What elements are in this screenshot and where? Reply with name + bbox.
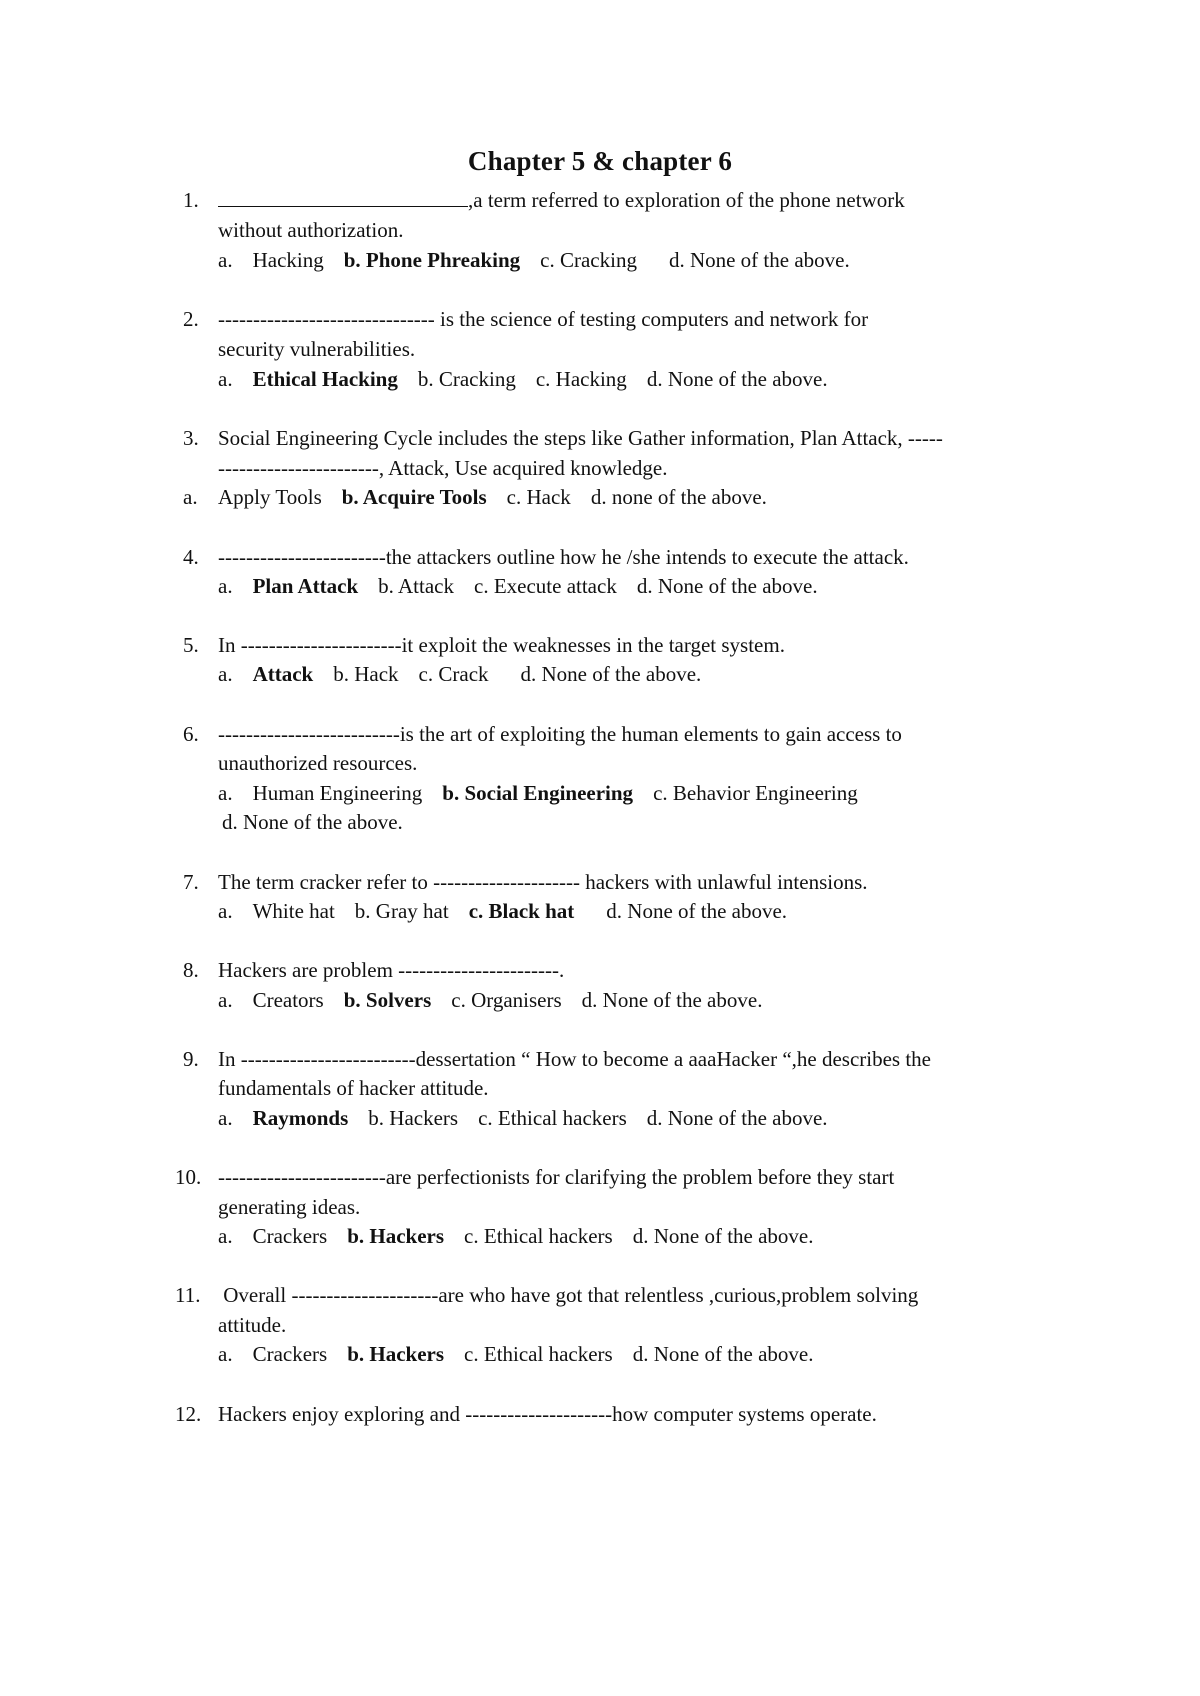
question-options — [183, 485, 198, 509]
question-text-line: unauthorized resources. — [218, 751, 418, 775]
question-text-line: ,a term referred to exploration of the phone network — [468, 188, 905, 212]
question-text-line: Social Engineering Cycle includes the steps like Gather information, Plan Attack, ----- — [218, 426, 943, 450]
question-text — [218, 188, 905, 212]
question-number: 12. — [175, 1402, 202, 1426]
option-a: a. — [218, 248, 233, 272]
option-a-correct: Ethical Hacking — [252, 367, 398, 391]
question-text-line: without authorization. — [218, 218, 404, 242]
option-d: d. None of the above. — [646, 1106, 828, 1130]
question-options — [218, 899, 787, 923]
question-text-line: Hackers enjoy exploring and ---------------------how computer systems operate. — [218, 1402, 877, 1426]
option-b: b. Gray hat — [354, 899, 449, 923]
option-b: b. Hack — [333, 662, 399, 686]
option-c: c. Hacking — [535, 367, 627, 391]
question-number: 7. — [183, 870, 199, 894]
question-number: 6. — [183, 722, 199, 746]
option-c: c. Crack — [418, 662, 489, 686]
question-options — [218, 662, 701, 686]
question-options — [218, 988, 762, 1012]
option-a-correct: Raymonds — [252, 1106, 349, 1130]
option-a: a. — [218, 781, 233, 805]
option-a-text: Crackers — [252, 1342, 328, 1366]
option-b: b. Hackers — [368, 1106, 459, 1130]
question-options — [218, 1106, 828, 1130]
option-b-correct: b. Solvers — [343, 988, 432, 1012]
option-c: c. Ethical hackers — [478, 1106, 627, 1130]
question-text-line: ------------------------------- is the science of testing computers and network for — [218, 307, 869, 331]
question-number: 9. — [183, 1047, 199, 1071]
option-a-text: Apply Tools — [218, 485, 322, 509]
option-d: d. None of the above. — [646, 367, 828, 391]
question-options — [218, 367, 828, 391]
option-a: a. — [218, 1106, 233, 1130]
option-a: a. — [183, 485, 198, 509]
question-text-line: In -----------------------it exploit the weaknesses in the target system. — [218, 633, 785, 657]
option-c: c. Execute attack — [474, 574, 617, 598]
option-a-text: Hacking — [252, 248, 324, 272]
question-number: 5. — [183, 633, 199, 657]
option-a-text: Human Engineering — [252, 781, 423, 805]
option-a: a. — [218, 899, 233, 923]
question-text-line: generating ideas. — [218, 1195, 361, 1219]
question-text-line: Hackers are problem -----------------------. — [218, 958, 565, 982]
page-title: Chapter 5 & chapter 6 — [467, 146, 733, 176]
option-b-correct: b. Hackers — [347, 1342, 445, 1366]
option-a: a. — [218, 574, 233, 598]
question-number: 3. — [183, 426, 199, 450]
question-options — [218, 1224, 814, 1248]
option-d: d. None of the above. — [632, 1342, 814, 1366]
answer-blank — [218, 188, 468, 207]
option-a: a. — [218, 367, 233, 391]
option-a: a. — [218, 1342, 233, 1366]
option-b: b. Attack — [378, 574, 454, 598]
question-text-line: In -------------------------dessertation “ How to become a aaaHacker “,he describes the — [218, 1047, 931, 1071]
option-b-correct: b. Social Engineering — [442, 781, 634, 805]
option-c: c. Ethical hackers — [464, 1342, 613, 1366]
question-text-line: attitude. — [218, 1313, 287, 1337]
option-b-correct: b. Hackers — [347, 1224, 445, 1248]
option-d: d. none of the above. — [590, 485, 767, 509]
option-d: d. None of the above. — [606, 899, 788, 923]
option-a-text: Crackers — [252, 1224, 328, 1248]
question-text-line: ------------------------are perfectionists for clarifying the problem before they start — [218, 1165, 895, 1189]
option-a: a. — [218, 1224, 233, 1248]
question-number: 2. — [183, 307, 199, 331]
question-text-line: --------------------------is the art of exploiting the human elements to gain access to — [218, 722, 902, 746]
option-b-correct: b. Phone Phreaking — [343, 248, 521, 272]
question-text-line: The term cracker refer to --------------------- hackers with unlawful intensions. — [218, 870, 868, 894]
question-options — [222, 810, 403, 834]
option-d: d. None of the above. — [222, 810, 403, 834]
question-number: 4. — [183, 545, 199, 569]
option-c-correct: c. Black hat — [468, 899, 575, 923]
question-number: 1. — [183, 188, 199, 212]
option-d: d. None of the above. — [636, 574, 818, 598]
question-options — [218, 485, 767, 509]
question-text-line: security vulnerabilities. — [218, 337, 416, 361]
option-d: d. None of the above. — [520, 662, 702, 686]
option-c: c. Cracking — [540, 248, 637, 272]
question-text-line: ------------------------the attackers outline how he /she intends to execute the attack. — [218, 545, 909, 569]
option-a-correct: Plan Attack — [252, 574, 359, 598]
option-a: a. — [218, 988, 233, 1012]
question-text-line: -----------------------, Attack, Use acquired knowledge. — [218, 456, 668, 480]
option-c: c. Hack — [506, 485, 571, 509]
question-number: 8. — [183, 958, 199, 982]
option-c: c. Organisers — [451, 988, 562, 1012]
option-a-text: Creators — [252, 988, 324, 1012]
question-options — [218, 574, 818, 598]
option-c: c. Behavior Engineering — [653, 781, 858, 805]
question-number: 11. — [175, 1283, 201, 1307]
option-b: b. Cracking — [417, 367, 516, 391]
question-options — [218, 248, 850, 272]
option-a-correct: Attack — [252, 662, 314, 686]
question-text-line: fundamentals of hacker attitude. — [218, 1076, 489, 1100]
question-number: 10. — [175, 1165, 202, 1189]
option-b-correct: b. Acquire Tools — [341, 485, 487, 509]
option-d: d. None of the above. — [632, 1224, 814, 1248]
option-a: a. — [218, 662, 233, 686]
option-c: c. Ethical hackers — [464, 1224, 613, 1248]
option-d: d. None of the above. — [668, 248, 850, 272]
question-options — [218, 1342, 814, 1366]
question-text-line: Overall ---------------------are who have got that relentless ,curious,problem solving — [218, 1283, 919, 1307]
option-d: d. None of the above. — [581, 988, 763, 1012]
option-a-text: White hat — [252, 899, 335, 923]
question-options — [218, 781, 858, 805]
